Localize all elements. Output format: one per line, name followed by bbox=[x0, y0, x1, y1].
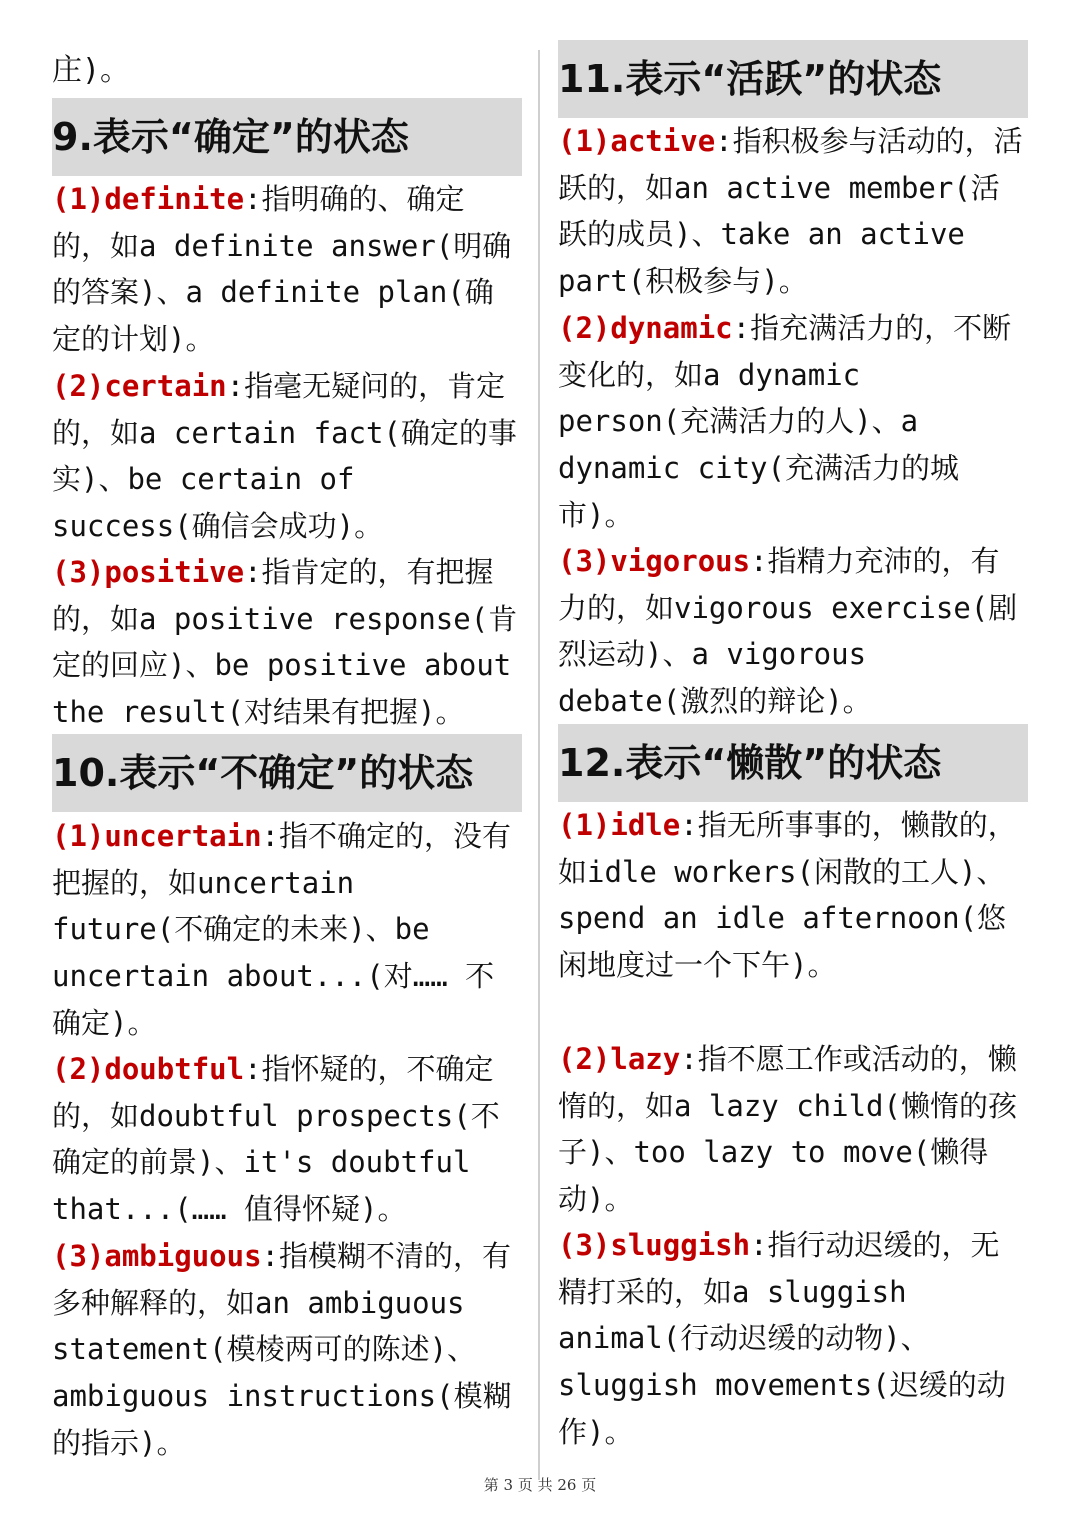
section-10-heading: 10.表示“不确定”的状态 bbox=[52, 734, 522, 812]
page-number-footer: 第 3 页 共 26 页 bbox=[483, 1476, 597, 1494]
entry-uncertain bbox=[52, 813, 522, 1047]
entry-term: vigorous bbox=[610, 544, 751, 578]
entry-marker: (1) bbox=[558, 808, 611, 842]
entry-marker: (3) bbox=[558, 1228, 611, 1262]
section-9-heading: 9.表示“确定”的状态 bbox=[52, 98, 522, 176]
entry-description: :指充满活力的，不断变化的，如a dynamic person(充满活力的人)、a dynamic city(充满活力的城市)。 bbox=[558, 311, 1012, 532]
entry-marker: (1) bbox=[52, 182, 105, 216]
entry-term: doubtful bbox=[104, 1052, 245, 1086]
entry-marker: (2) bbox=[52, 369, 105, 403]
entry-term: dynamic bbox=[610, 311, 733, 345]
entry-lazy bbox=[558, 1036, 1028, 1223]
entry-marker: (2) bbox=[52, 1052, 105, 1086]
column-divider bbox=[538, 50, 540, 1480]
entry-description: :指不确定的，没有把握的，如uncertain future(不确定的未来)、be uncertain about...(对…… 不确定)。 bbox=[52, 819, 511, 1040]
entry-idle bbox=[558, 802, 1028, 989]
entry-marker: (1) bbox=[558, 124, 611, 158]
entry-doubtful bbox=[52, 1046, 522, 1233]
entry-positive bbox=[52, 549, 522, 736]
entry-marker: (3) bbox=[52, 1239, 105, 1273]
entry-marker: (3) bbox=[52, 555, 105, 589]
entry-term: active bbox=[610, 124, 716, 158]
entry-ambiguous bbox=[52, 1233, 522, 1467]
entry-description: :指无所事事的，懒散的，如idle workers(闲散的工人)、spend an idle afternoon(悠闲地度过一个下午)。 bbox=[558, 808, 1017, 983]
entry-description: :指行动迟缓的，无精打采的，如a sluggish animal(行动迟缓的动物)、sluggish movements(迟缓的动作)。 bbox=[558, 1228, 1006, 1449]
section-11-heading: 11.表示“活跃”的状态 bbox=[558, 40, 1028, 118]
entry-term: definite bbox=[104, 182, 245, 216]
entry-description: :指毫无疑问的，肯定的，如a certain fact(确定的事实)、be certain of success(确信会成功)。 bbox=[52, 369, 517, 544]
entry-sluggish bbox=[558, 1222, 1028, 1456]
entry-term: uncertain bbox=[104, 819, 262, 853]
entry-marker: (1) bbox=[52, 819, 105, 853]
entry-term: positive bbox=[104, 555, 245, 589]
entry-definite bbox=[52, 176, 522, 363]
section-12-heading: 12.表示“懒散”的状态 bbox=[558, 724, 1028, 802]
entry-certain bbox=[52, 363, 522, 550]
entry-dynamic bbox=[558, 305, 1028, 539]
lead-text: 庄)。 bbox=[52, 53, 131, 88]
entry-marker: (2) bbox=[558, 1042, 611, 1076]
entry-term: certain bbox=[104, 369, 227, 403]
entry-term: sluggish bbox=[610, 1228, 751, 1262]
entry-marker: (2) bbox=[558, 311, 611, 345]
entry-description: :指怀疑的，不确定的，如doubtful prospects(不确定的前景)、it's doubtful that...(…… 值得怀疑)。 bbox=[52, 1052, 500, 1227]
entry-description: :指不愿工作或活动的，懒惰的，如a lazy child(懒惰的孩子)、too lazy to move(懒得动)。 bbox=[558, 1042, 1017, 1217]
entry-active bbox=[558, 118, 1028, 305]
entry-term: lazy bbox=[610, 1042, 681, 1076]
entry-description: :指肯定的，有把握的，如a positive response(肯定的回应)、be positive about the result(对结果有把握)。 bbox=[52, 555, 518, 730]
entry-vigorous bbox=[558, 538, 1028, 725]
entry-term: idle bbox=[610, 808, 681, 842]
entry-marker: (3) bbox=[558, 544, 611, 578]
entry-description: :指积极参与活动的，活跃的，如an active member(活跃的成员)、take an active part(积极参与)。 bbox=[558, 124, 1023, 299]
entry-description: :指明确的、确定的，如a definite answer(明确的答案)、a definite plan(确定的计划)。 bbox=[52, 182, 512, 357]
entry-description: :指模糊不清的，有多种解释的，如an ambiguous statement(模棱两可的陈述)、ambiguous instructions(模糊的指示)。 bbox=[52, 1239, 512, 1460]
entry-description: :指精力充沛的，有力的，如vigorous exercise(剧烈运动)、a vigorous debate(激烈的辩论)。 bbox=[558, 544, 1018, 719]
entry-term: ambiguous bbox=[104, 1239, 262, 1273]
